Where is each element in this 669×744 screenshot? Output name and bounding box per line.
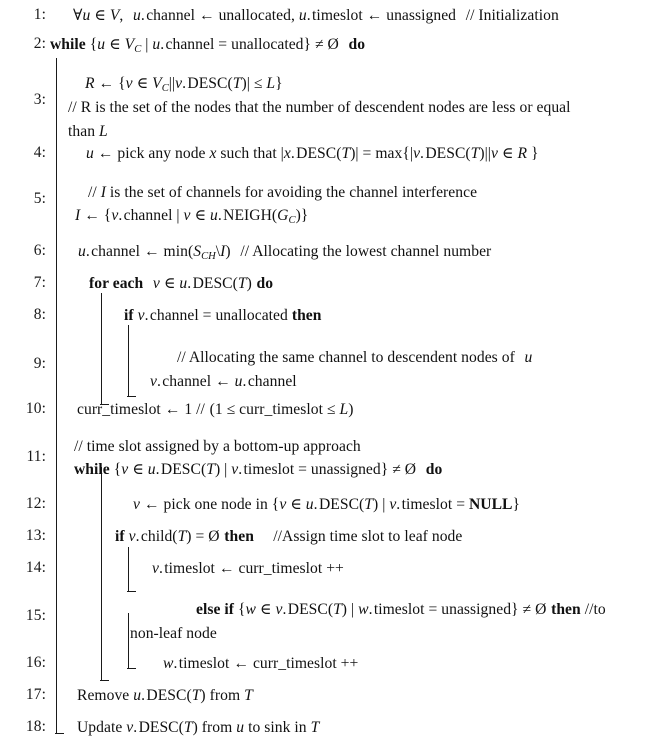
statement-line-3-comment-b: [68, 122, 108, 141]
line-number-18: 18:: [25, 718, 46, 735]
line-number-7: 7:: [33, 274, 46, 291]
statement-line-5-comment-text: // I is the set of channels for avoiding the channel interference: [88, 184, 478, 201]
line-number-15: 15:: [25, 607, 46, 624]
statement-line-7: [89, 274, 273, 293]
block-bar-for-each: [101, 293, 102, 405]
statement-line-6-text: u. channel ← $\min(S_{CH}\backslash I)$ // Allocating the lowest channel number: [78, 243, 492, 262]
statement-line-5-assign-text: I ← {v. channel | v ∈ u. $NEIGH(G_C)$}: [75, 207, 309, 226]
block-bar-while-outer: [56, 58, 57, 734]
line-number-1: 1:: [33, 6, 46, 23]
statement-line-11-while-text: while {v ∈ u. DESC(T) | v. timeslot = unassigned} ≠ Ø do: [74, 461, 443, 478]
statement-line-2: [50, 35, 365, 59]
statement-line-14: [152, 559, 344, 578]
line-number-11: 11:: [26, 448, 46, 465]
statement-line-11-comment-text: // time slot assigned by a bottom-up approach: [74, 438, 361, 455]
block-bar-if-channel-unallocated: [128, 325, 129, 397]
block-bar-else-if-nonleaf: [128, 613, 129, 669]
statement-line-2-text: while {u ∈ $V_C$ | u. channel = unallocated} ≠ Ø do: [50, 36, 366, 55]
statement-line-7-text: for each v ∈ u. DESC(T) do: [89, 275, 274, 292]
line-number-6: 6:: [33, 242, 46, 259]
statement-line-10: [77, 400, 353, 419]
statement-line-3-set-text: R ← {v ∈ $V_C||v$. DESC(T)| ≤ L}: [85, 75, 283, 94]
line-number-17: 17:: [25, 686, 46, 703]
statement-line-10-text: curr_timeslot ← 1 // (1 ≤ curr_timeslot ≤ L): [77, 401, 354, 418]
line-number-4: 4:: [33, 144, 46, 161]
line-number-3: 3:: [33, 91, 46, 108]
statement-line-13-text: if v. child(T) = Ø then //Assign time slot to leaf node: [115, 528, 463, 545]
statement-line-5-assign: [75, 206, 308, 230]
statement-line-9-comment: [177, 348, 532, 367]
line-number-8: 8:: [33, 306, 46, 323]
statement-line-5-comment: [88, 183, 477, 202]
statement-line-18: [77, 718, 319, 737]
statement-line-3-comment-a-text: // R is the set of the nodes that the number of descendent nodes are less or equal: [68, 99, 571, 116]
line-number-16: 16:: [25, 654, 46, 671]
statement-line-16: [163, 654, 358, 673]
statement-line-3-set: [85, 74, 283, 98]
statement-line-17: [77, 686, 253, 705]
statement-line-17-text: Remove u. DESC(T) from T: [77, 687, 253, 704]
block-bar-while-inner: [101, 467, 102, 681]
line-number-9: 9:: [33, 355, 46, 372]
statement-line-12-text: v ← pick one node in {v ∈ u. DESC(T) | v. timeslot = NULL}: [133, 496, 521, 513]
line-number-12: 12:: [25, 495, 46, 512]
statement-line-3-comment-b-text: than L: [68, 123, 108, 140]
line-number-2: 2:: [33, 35, 46, 52]
statement-line-1-text: ∀u ∈ V, u. channel ← unallocated, u. timeslot ← unassigned // Initialization: [73, 7, 559, 24]
statement-line-16-text: w. timeslot ← curr_timeslot ++: [163, 655, 359, 672]
statement-line-9-assign-text: v. channel ← u. channel: [150, 373, 297, 390]
statement-line-9-assign: [150, 372, 297, 391]
statement-line-3-comment-a: [68, 98, 571, 117]
statement-line-8-text: if v. channel = unallocated then: [124, 307, 322, 324]
statement-line-12: [133, 495, 520, 514]
statement-line-14-text: v. timeslot ← curr_timeslot ++: [152, 560, 344, 577]
line-number-14: 14:: [25, 559, 46, 576]
statement-line-11-comment: [74, 437, 361, 456]
statement-line-15-continuation: [130, 624, 217, 643]
line-number-13: 13:: [25, 527, 46, 544]
statement-line-4-text: u ← pick any node x such that |x. DESC(T)| = max{|v. DESC(T)||v ∈ R }: [86, 145, 539, 162]
statement-line-4: [86, 144, 539, 163]
statement-line-1: [73, 6, 559, 25]
block-bar-if-child-empty: [128, 547, 129, 592]
statement-line-18-text: Update v. DESC(T) from u to sink in T: [77, 719, 320, 736]
statement-line-8: [124, 306, 322, 325]
statement-line-15-continuation-text: non-leaf node: [130, 625, 217, 642]
statement-line-13: [115, 527, 462, 546]
line-number-10: 10:: [25, 400, 46, 417]
statement-line-15-elseif-text: else if {w ∈ v. DESC(T) | w. timeslot = unassigned} ≠ Ø then //to: [196, 601, 606, 618]
statement-line-9-comment-text: // Allocating the same channel to descendent nodes of u: [177, 349, 533, 366]
line-number-5: 5:: [33, 190, 46, 207]
statement-line-11-while: [74, 460, 442, 479]
statement-line-15-elseif: [196, 600, 606, 619]
statement-line-6: [78, 242, 491, 266]
